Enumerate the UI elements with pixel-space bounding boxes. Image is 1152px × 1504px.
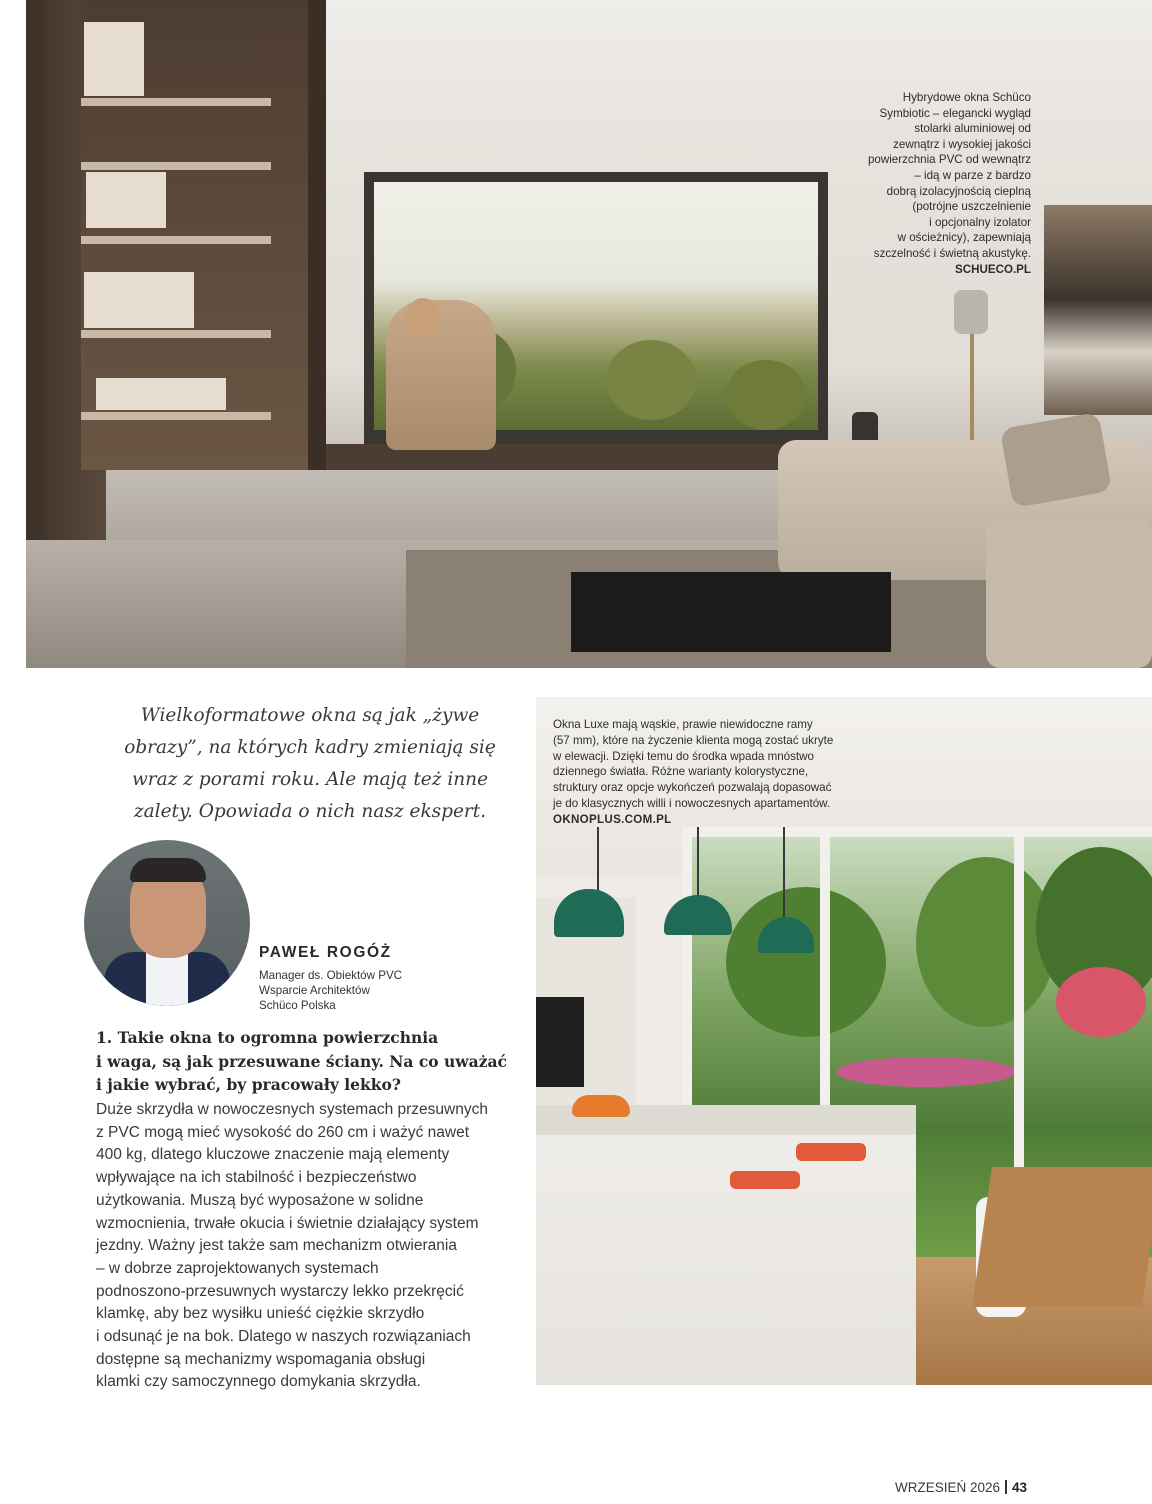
fruit-bowl [572,1095,630,1117]
pillow [1000,412,1112,508]
shelf-board [81,330,271,338]
caption-line: struktury oraz opcje wykończeń pozwalają dopasować [553,781,832,795]
answer-line: – w dobrze zaprojektowanych systemach [96,1259,379,1277]
role-line: Schüco Polska [259,999,336,1012]
lamp-cord [697,827,699,897]
caption-line: i opcjonalny izolator [929,215,1031,229]
issue-label: WRZESIEŃ 2026 [895,1480,1001,1495]
caption-source-link[interactable]: SCHUECO.PL [954,262,1031,276]
caption-line: w ościeżnicy), zapewniają [897,231,1031,245]
answer-line: dostępne są mechanizmy wspomagania obsługi [96,1350,426,1368]
tree [726,887,886,1037]
intro-line: wraz z porami roku. Ale mają też inne [131,769,489,790]
lamp-cord [783,827,785,921]
tree [916,857,1056,1027]
oven [536,997,584,1087]
expert-portrait [84,840,250,1006]
shelf-board [81,236,271,244]
answer-line: Duże skrzydła w nowoczesnych systemach przesuwnych [96,1101,488,1118]
answer-line: z PVC mogą mieć wysokość do 260 cm i ważyć nawet [96,1123,469,1141]
shelf-board [81,162,271,170]
wall-art [1044,205,1152,415]
expert-role [259,968,459,1013]
books [84,22,144,96]
shelf-board [81,412,271,420]
caption-line: dziennego światła. Różne warianty kolorystyczne, [553,765,809,779]
books [96,378,226,410]
bottom-photo-caption [553,717,893,828]
answer-line: klamki czy samoczynnego domykania skrzydła. [96,1373,421,1391]
role-line: Manager ds. Obiektów PVC [259,969,403,982]
answer-line: użytkowania. Muszą być wyposażone w solidne [96,1191,424,1209]
woman-head [406,298,440,338]
caption-line: (57 mm), które na życzenie klienta mogą zostać ukryte [553,733,834,747]
answer-body [96,1099,506,1394]
answer-line: wzmocnienia, trwałe okucia i świetnie działający system [96,1214,479,1232]
caption-line: powierzchnia PVC od wewnątrz [867,153,1031,167]
page-footer [895,1480,1027,1495]
answer-line: podnoszono-przesuwnych wystarczy lekko przekręcić [96,1282,464,1300]
dining-table [972,1167,1152,1307]
role-line: Wsparcie Architektów [259,984,370,997]
answer-line: 400 kg, dlatego kluczowe znaczenie mają elementy [96,1146,450,1164]
answer-line: jezdny. Ważny jest także sam mechanizm otwierania [96,1237,457,1255]
shelf-board [81,98,271,106]
answer-line: wpływające na ich stabilność i bezpieczeństwo [96,1169,417,1187]
caption-line: Symbiotic – elegancki wygląd [879,106,1031,120]
caption-line: szczelność i świetną akustykę. [873,246,1031,260]
caption-line: Hybrydowe okna Schüco [902,91,1031,104]
portrait-shirt [146,952,188,1006]
caption-line: (potrójne uszczelnienie [912,200,1031,214]
answer-line: i odsunąć je na bok. Dlatego w naszych rozwiązaniach [96,1328,471,1346]
flower-bed [836,1057,1016,1087]
bar-stool [796,1143,866,1161]
question-line: i waga, są jak przesuwane ściany. Na co uważać [96,1051,507,1071]
intro-line: obrazy”, na których kadry zmieniają się [124,737,496,758]
blossom-tree [1056,967,1146,1037]
caption-line: Okna Luxe mają wąskie, prawie niewidoczne ramy [553,718,813,731]
top-photo-caption [836,90,1031,277]
lamp-shade [954,290,988,334]
tree [606,340,696,420]
coffee-table [571,572,891,652]
books [86,172,166,228]
caption-line: – idą w parze z bardzo [914,168,1031,182]
caption-source-link[interactable]: OKNOPLUS.COM.PL [553,812,672,826]
footer-separator [1005,1480,1007,1494]
portrait-hair [130,858,206,882]
caption-line: je do klasycznych willi i nowoczesnych apartamentów. [553,796,831,810]
question-line: 1. Takie okna to ogromna powierzchnia [96,1028,439,1047]
caption-line: zewnątrz i wysokiej jakości [893,137,1031,151]
intro-line: zalety. Opowiada o nich nasz ekspert. [133,801,487,822]
page-number: 43 [1012,1480,1028,1495]
tree [726,360,806,430]
expert-name: PAWEŁ ROGÓŻ [259,944,392,961]
bar-stool [730,1171,800,1189]
question-line: i jakie wybrać, by pracowały lekko? [96,1075,401,1094]
caption-line: stolarki aluminiowej od [914,122,1031,136]
question-heading [96,1026,516,1097]
window-transom [682,827,1152,837]
intro-lead [110,700,510,828]
intro-line: Wielkoformatowe okna są jak „żywe [140,705,480,726]
caption-line: w elewacji. Dzięki temu do środka wpada mnóstwo [553,749,814,763]
books [84,272,194,328]
sofa-chaise [986,520,1152,668]
caption-line: dobrą izolacyjnością cieplną [886,184,1031,198]
answer-line: klamkę, aby bez wysiłku unieść ciężkie skrzydło [96,1305,425,1323]
woman-sitting [386,300,496,450]
